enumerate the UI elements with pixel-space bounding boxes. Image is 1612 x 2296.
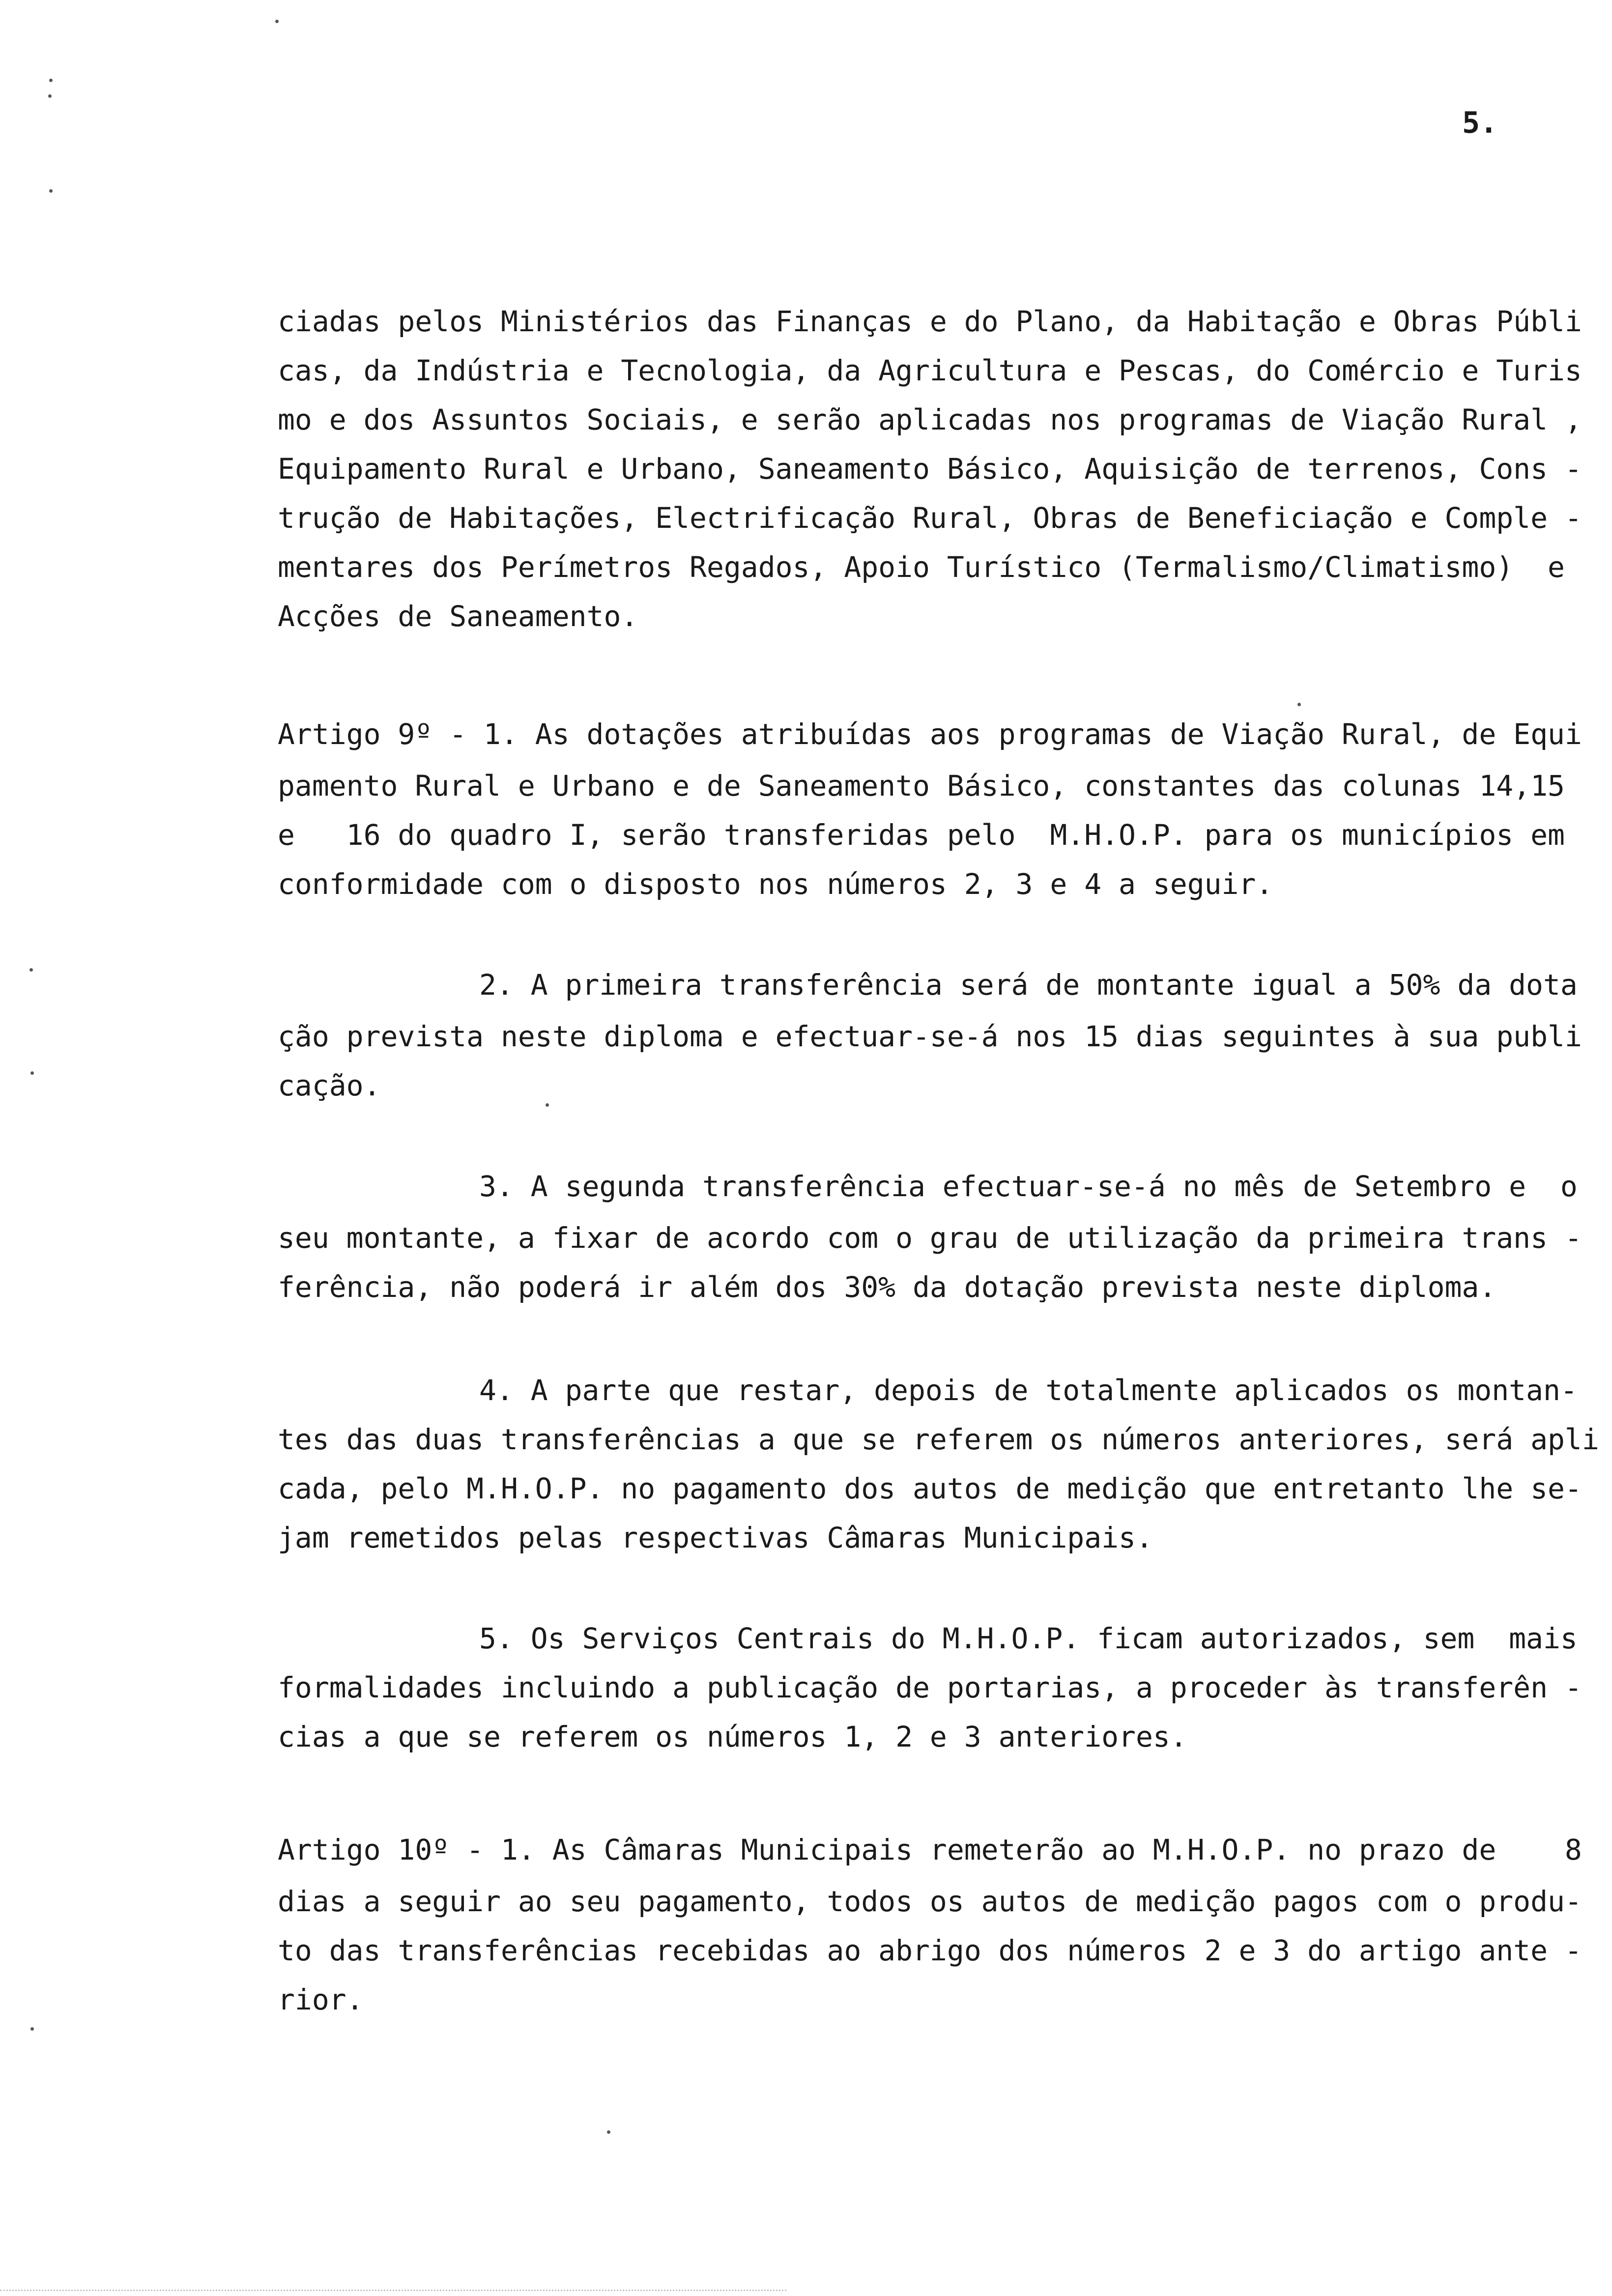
scan-speck — [49, 189, 53, 193]
text-line: cada, pelo M.H.O.P. no pagamento dos autos de medição que entretanto lhe se- — [278, 1472, 1582, 1505]
text-line: cação. — [278, 1069, 381, 1102]
text-line: trução de Habitações, Electrificação Rural, Obras de Beneficiação e Comple - — [278, 501, 1582, 535]
text-line: dias a seguir ao seu pagamento, todos os autos de medição pagos com o produ- — [278, 1885, 1582, 1918]
scan-speck — [30, 1071, 34, 1075]
text-line: to das transferências recebidas ao abrigo dos números 2 e 3 do artigo ante - — [278, 1934, 1582, 1967]
scan-speck — [49, 79, 53, 82]
scan-speck — [48, 94, 52, 98]
text-line: Acções de Saneamento. — [278, 600, 638, 633]
text-line: tes das duas transferências a que se referem os números anteriores, será apli — [278, 1423, 1599, 1456]
text-line: conformidade com o disposto nos números 2, 3 e 4 a seguir. — [278, 867, 1273, 901]
numbered-item-line: 3. A segunda transferência efectuar-se-á no mês de Setembro e o — [479, 1170, 1578, 1203]
text-line: mentares dos Perímetros Regados, Apoio Turístico (Termalismo/Climatismo) e — [278, 550, 1565, 584]
text-line: e 16 do quadro I, serão transferidas pelo M.H.O.P. para os municípios em — [278, 818, 1565, 852]
text-line: pamento Rural e Urbano e de Saneamento Básico, constantes das colunas 14,15 — [278, 769, 1565, 803]
page-number: 5. — [1462, 106, 1498, 140]
numbered-item-line: 5. Os Serviços Centrais do M.H.O.P. ficam autorizados, sem mais — [479, 1622, 1578, 1655]
scan-speck — [1297, 703, 1301, 706]
scan-speck — [607, 2130, 610, 2134]
article-heading-line: Artigo 9º - 1. As dotações atribuídas aos programas de Viação Rural, de Equi — [278, 718, 1582, 751]
text-line: formalidades incluindo a publicação de portarias, a proceder às transferên - — [278, 1671, 1582, 1704]
text-line: jam remetidos pelas respectivas Câmaras Municipais. — [278, 1521, 1153, 1554]
text-line: seu montante, a fixar de acordo com o grau de utilização da primeira trans - — [278, 1221, 1582, 1255]
text-line: cias a que se referem os números 1, 2 e 3 anteriores. — [278, 1720, 1187, 1753]
numbered-item-line: 2. A primeira transferência será de montante igual a 50% da dota — [479, 968, 1578, 1002]
text-line: Equipamento Rural e Urbano, Saneamento Básico, Aquisição de terrenos, Cons - — [278, 452, 1582, 486]
numbered-item-line: 4. A parte que restar, depois de totalmente aplicados os montan- — [479, 1374, 1578, 1407]
text-line: cas, da Indústria e Tecnologia, da Agricultura e Pescas, do Comércio e Turis — [278, 354, 1582, 387]
text-line: ciadas pelos Ministérios das Finanças e do Plano, da Habitação e Obras Públi — [278, 305, 1582, 338]
text-line: rior. — [278, 1983, 364, 2016]
scan-speck — [29, 968, 33, 972]
scan-speck — [546, 1103, 549, 1107]
scan-edge — [0, 2288, 786, 2291]
article-heading-line: Artigo 10º - 1. As Câmaras Municipais remeterão ao M.H.O.P. no prazo de 8 — [278, 1833, 1582, 1866]
scan-speck — [30, 2027, 34, 2031]
text-line: ferência, não poderá ir além dos 30% da dotação prevista neste diploma. — [278, 1270, 1497, 1304]
scan-speck — [275, 20, 279, 23]
text-line: mo e dos Assuntos Sociais, e serão aplicadas nos programas de Viação Rural , — [278, 403, 1582, 436]
text-line: ção prevista neste diploma e efectuar-se-á nos 15 dias seguintes à sua publi — [278, 1020, 1582, 1053]
